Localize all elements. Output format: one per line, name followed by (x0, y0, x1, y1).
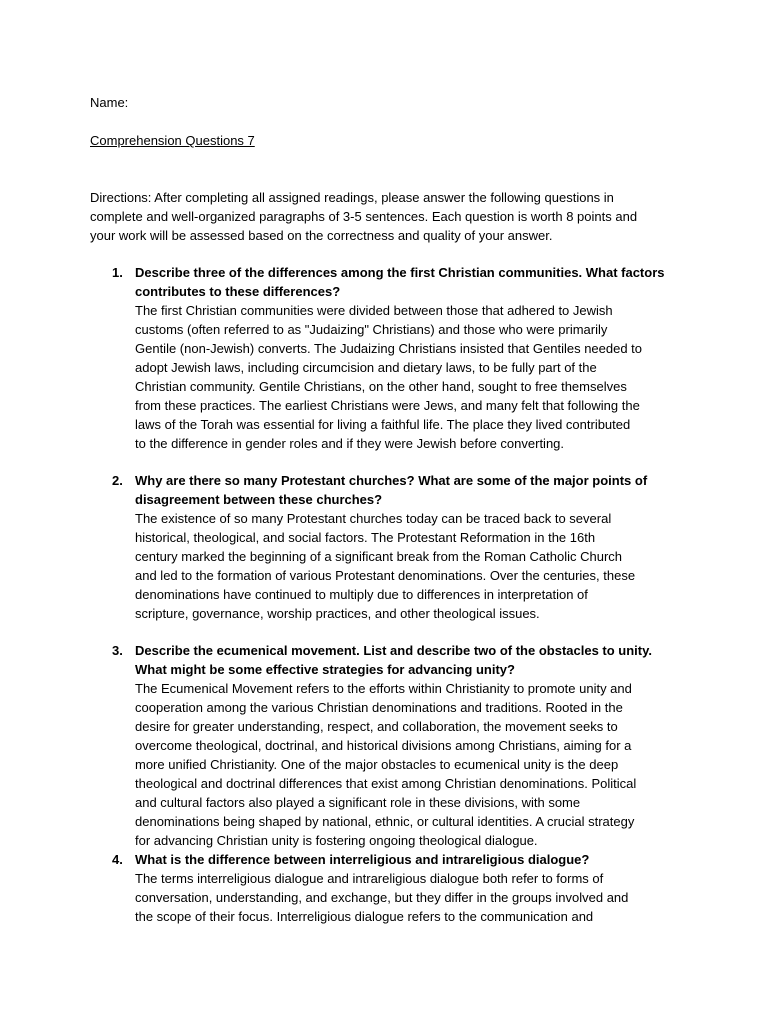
question-item-2 (90, 471, 680, 623)
answer-text: The Ecumenical Movement refers to the efforts within Christianity to promote unity and cooperation among the various Christian denominations and traditions. Rooted in the desire for greater understanding, respect, and collaboration, the movement seeks to overcome theological, doctrinal, and historical divisions among Christians, aiming for a more unified Christianity. One of the major obstacles to ecumenical unity is the deep theological and doctrinal differences that exist among Christian denominations. Political and cultural factors also played a significant role in these divisions, with some denominations being shaped by national, ethnic, or cultural identities. A crucial strategy for advancing Christian unity is fostering ongoing theological dialogue. (135, 681, 637, 848)
document-page (90, 93, 680, 926)
question-text: Describe the ecumenical movement. List and describe two of the obstacles to unity. What might be some effective strategies for advancing unity? (135, 643, 652, 677)
question-number: 2. (112, 473, 123, 488)
name-label: Name: (90, 95, 129, 110)
question-number: 1. (112, 265, 123, 280)
question-number: 3. (112, 643, 123, 658)
question-item-3 (90, 641, 680, 850)
answer-text: The existence of so many Protestant churches today can be traced back to several historical, theological, and social factors. The Protestant Reformation in the 16th century marked the beginning of a significant break from the Roman Catholic Church and led to the formation of various Protestant denominations. Over the centuries, these denominations have continued to multiply due to differences in interpretation of scripture, governance, worship practices, and other theological issues. (135, 511, 636, 621)
answer-text: The first Christian communities were divided between those that adhered to Jewish customs (often referred to as "Judaizing" Christians) and those who were primarily Gentile (non-Jewish) converts. The Judaizing Christians insisted that Gentiles needed to adopt Jewish laws, including circumcision and dietary laws, to be fully part of the Christian community. Gentile Christians, on the other hand, sought to free themselves from these practices. The earliest Christians were Jews, and many felt that following the laws of the Torah was essential for living a faithful life. The place they lived contributed to the difference in gender roles and if they were Jewish before converting. (135, 303, 643, 451)
question-number: 4. (112, 852, 123, 867)
question-item-1 (90, 263, 680, 453)
question-text: Describe three of the differences among the first Christian communities. What factors contributes to these differences? (135, 265, 665, 299)
answer-text: The terms interreligious dialogue and intrareligious dialogue both refer to forms of conversation, understanding, and exchange, but they differ in the groups involved and the scope of their focus. Interreligious dialogue refers to the communication and (135, 871, 629, 924)
question-text: What is the difference between interreligious and intrareligious dialogue? (135, 852, 590, 867)
question-item-4 (90, 850, 680, 926)
document-title: Comprehension Questions 7 (90, 133, 255, 148)
directions-paragraph: Directions: After completing all assigned readings, please answer the following questions in complete and well-organized paragraphs of 3-5 sentences. Each question is worth 8 points and your work will be assessed based on the correctness and quality of your answer. (90, 190, 638, 243)
question-text: Why are there so many Protestant churches? What are some of the major points of disagreement between these churches? (135, 473, 648, 507)
question-list (90, 263, 680, 926)
